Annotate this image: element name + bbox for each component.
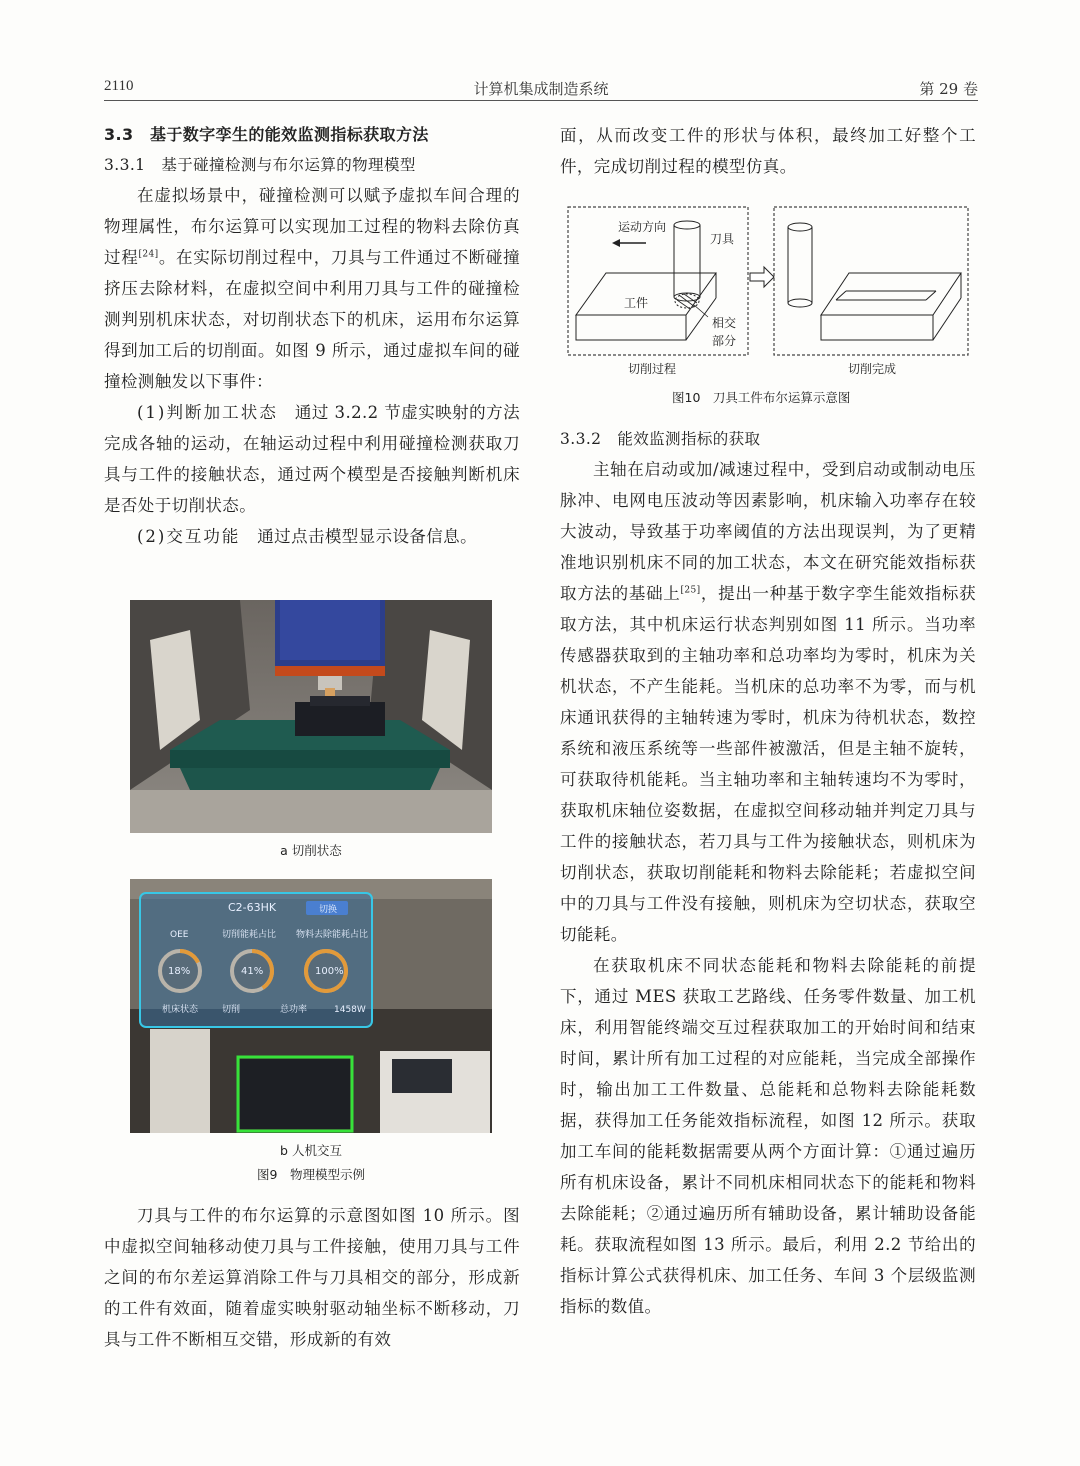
volume-label: 第 29 卷 [919, 80, 978, 98]
hud-label-cut-ratio: 切削能耗占比 [222, 930, 277, 940]
figure-9a-image [130, 600, 492, 833]
section-title: 3.3 基于数字孪生的能效监测指标获取方法 [104, 125, 429, 144]
journal-title: 计算机集成制造系统 [473, 80, 609, 98]
paragraph: 刀具与工件的布尔运算的示意图如图 10 所示。图中虚拟空间轴移动使刀具与工件接触，使用刀具与工件之间的布尔差运算消除工件与刀具相交的部分，形成新的工件有效面，随着虚实映射驱动轴坐标不断移动，刀具与工件不断相互交错，形成新的有效 [104, 1206, 520, 1349]
fig10-intersect-label-1: 相交 [712, 316, 737, 330]
right-column-bottom [560, 424, 976, 1322]
item-label: (1)判断加工状态 [137, 403, 278, 422]
left-column-top [104, 120, 520, 552]
fig10-intersect-label-2: 部分 [712, 334, 737, 348]
hud-value-cut-ratio: 41% [241, 966, 264, 977]
item-label: (2)交互功能 [137, 527, 241, 546]
hud-power-value: 1458W [334, 1005, 366, 1015]
page-number: 2110 [104, 78, 134, 94]
figure-9a-caption: a 切削状态 [280, 843, 342, 858]
fig10-left-caption: 切削过程 [628, 362, 677, 376]
fig10-workpiece-label: 工件 [624, 296, 649, 310]
subsection-title-331: 3.3.1 基于碰撞检测与布尔运算的物理模型 [104, 156, 416, 174]
fig10-tool-label: 刀具 [710, 232, 735, 246]
figure-10 [566, 205, 971, 405]
running-header [104, 76, 978, 102]
figure-9b-image [130, 879, 492, 1133]
citation: [24] [138, 249, 159, 260]
hud-value-oee: 18% [168, 966, 191, 977]
hud-status-value: 切削 [222, 1005, 241, 1015]
figure-9b-caption: b 人机交互 [280, 1143, 342, 1158]
hud-label-oee: OEE [170, 930, 189, 940]
figure-10-caption: 图10 刀具工件布尔运算示意图 [672, 390, 851, 405]
fig10-right-caption: 切削完成 [848, 362, 897, 376]
hud-switch-label: 切换 [319, 905, 338, 915]
header-rule [104, 100, 978, 101]
citation: [25] [680, 585, 701, 596]
paragraph: 在虚拟场景中，碰撞检测可以赋予虚拟车间合理的物理属性，布尔运算可以实现加工过程的物料去除仿真过程[24]。在实际切削过程中，刀具与工件通过不断碰撞挤压去除材料，在虚拟空间中利用刀具与工件的碰撞检测判别机床状态，对切削状态下的机床，运用布尔运算得到加工后的切削面。如图 9 所示，通过虚拟车间的碰撞检测触发以下事件： [104, 186, 520, 391]
left-column-bottom [104, 1200, 520, 1355]
list-item: (2)交互功能 通过点击模型显示设备信息。 [137, 527, 477, 546]
hud-status-label: 机床状态 [162, 1005, 199, 1015]
list-item: (1)判断加工状态 通过 3.2.2 节虚实映射的方法完成各轴的运动，在轴运动过程中利用碰撞检测获取刀具与工件的接触状态，通过两个模型是否接触判断机床是否处于切削状态。 [104, 403, 520, 515]
paragraph: 在获取机床不同状态能耗和物料去除能耗的前提下，通过 MES 获取工艺路线、任务零件数量、加工机床，利用智能终端交互过程获取加工的开始时间和结束时间，累计所有加工过程的对应能耗，当完成全部操作时，输出加工工件数量、总能耗和总物料去除能耗数据，获得加工任务能效指标流程，如图 12 所示。获取加工车间的能耗数据需要从两个方面计算：①通过遍历所有机床设备，累计不同机床相同状态下的能耗和物料去除能耗；②通过遍历所有辅助设备，累计辅助设备能耗。获取流程如图 13 所示。最后，利用 2.2 节给出的指标计算公式获得机床、加工任务、车间 3 个层级监测指标的数值。 [560, 956, 976, 1316]
hud-machine-name: C2-63HK [228, 901, 277, 914]
paragraph-continuation: 面，从而改变工件的形状与体积，最终加工好整个工件，完成切削过程的模型仿真。 [560, 126, 976, 176]
paragraph: 主轴在启动或加/减速过程中，受到启动或制动电压脉冲、电网电压波动等因素影响，机床输入功率存在较大波动，导致基于功率阈值的方法出现误判，为了更精准地识别机床不同的加工状态，本文在研究能效指标获取方法的基础上[25]，提出一种基于数字孪生能效指标获取方法，其中机床运行状态判别如图 11 所示。当功率传感器获取到的主轴功率和总功率均为零时，机床为关机状态，不产生能耗。当机床的总功率不为零，而与机床通讯获得的主轴转速为零时，机床为待机状态，数控系统和液压系统等一些部件被激活，但是主轴不旋转，可获取待机能耗。当主轴功率和主轴转速均不为零时，获取机床轴位姿数据，在虚拟空间移动轴并判定刀具与工件的接触状态，若刀具与工件为接触状态，则机床为切削状态，获取切削能耗和物料去除能耗；若虚拟空间中的刀具与工件没有接触，则机床为空切状态，获取空切能耗。 [560, 460, 976, 944]
hud-label-removal-ratio: 物料去除能耗占比 [296, 930, 369, 940]
hud-power-label: 总功率 [280, 1005, 308, 1015]
hud-value-removal-ratio: 100% [315, 966, 344, 977]
subsection-title-332: 3.3.2 能效监测指标的获取 [560, 430, 761, 448]
right-column-top [560, 120, 976, 182]
fig10-direction-label: 运动方向 [618, 220, 667, 234]
figure-9-caption: 图9 物理模型示例 [257, 1167, 365, 1182]
figure-9 [130, 600, 492, 1185]
